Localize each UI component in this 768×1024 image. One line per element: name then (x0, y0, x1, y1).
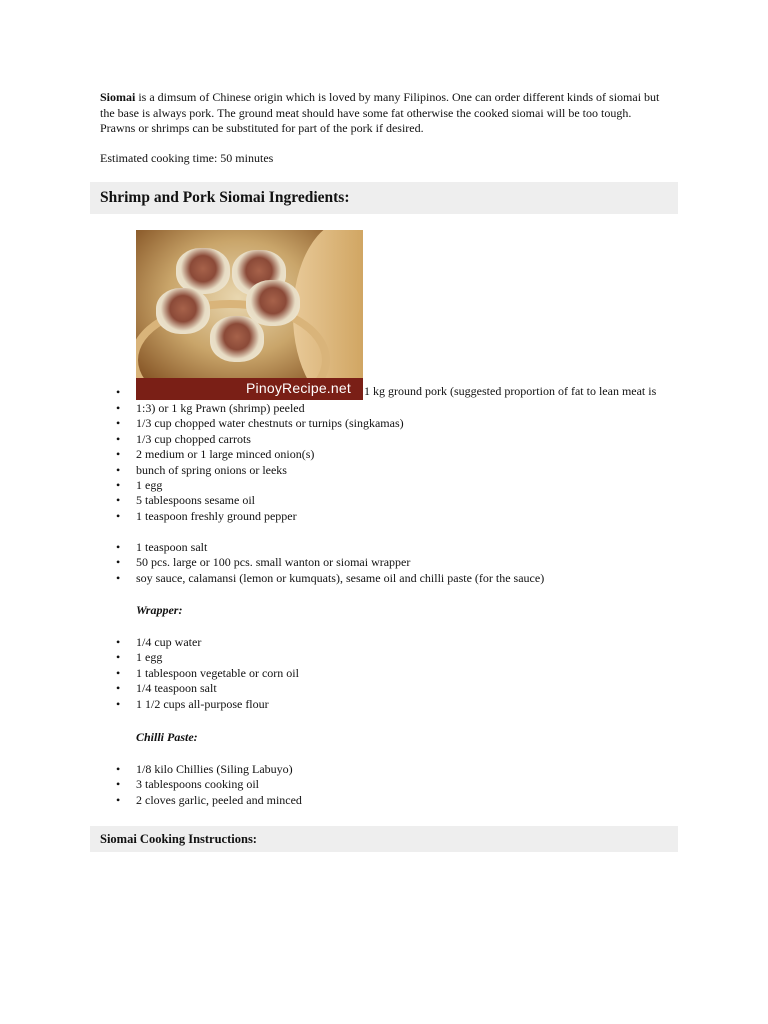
ingredients-list (116, 230, 676, 524)
list-item: • 2 cloves garlic, peeled and minced (116, 793, 676, 808)
list-item: • 5 tablespoons sesame oil (116, 493, 676, 508)
list-item: • bunch of spring onions or leeks (116, 463, 676, 478)
list-item: • 1/4 cup water (116, 635, 676, 650)
photo-watermark: • PinoyRecipe.net (246, 379, 351, 396)
first-item-cont: 1:3) or 1 kg Prawn (shrimp) peeled (136, 401, 305, 415)
ingredients-list-extra (116, 540, 676, 586)
instructions-heading-bar (90, 826, 678, 852)
list-item: • 3 tablespoons cooking oil (116, 777, 676, 792)
list-item: • 2 medium or 1 large minced onion(s) (116, 447, 676, 462)
wrapper-heading: Wrapper: (136, 603, 183, 617)
list-item: • 50 pcs. large or 100 pcs. small wanton or siomai wrapper (116, 555, 676, 570)
chilli-paste-heading: Chilli Paste: (136, 730, 198, 744)
dumpling (156, 288, 210, 334)
list-item: • soy sauce, calamansi (lemon or kumquats), sesame oil and chilli paste (for the sauce) (116, 571, 676, 586)
intro-text: is a dimsum of Chinese origin which is loved by many Filipinos. One can order different kinds of siomai but the base is always pork. The ground meat should have some fat otherwise the cooked siomai will be too tough. Prawns or shrimps can be substituted for part of the pork if desired. (100, 90, 660, 135)
ingredients-heading: Shrimp and Pork Siomai Ingredients: (100, 189, 350, 206)
intro-paragraph (100, 90, 668, 137)
list-item: • 1 1/2 cups all-purpose flour (116, 697, 676, 712)
list-item: • 1/8 kilo Chillies (Siling Labuyo) (116, 762, 676, 777)
dumpling (210, 316, 264, 362)
wrapper-list (116, 635, 676, 712)
intro-block (100, 90, 668, 166)
siomai-photo (136, 230, 363, 400)
list-item: • 1/3 cup chopped carrots (116, 432, 676, 447)
list-item (116, 230, 676, 401)
list-item: • 1 tablespoon vegetable or corn oil (116, 666, 676, 681)
intro-bold-word: Siomai (100, 90, 136, 104)
cooking-time: Estimated cooking time: 50 minutes (100, 150, 274, 165)
list-item: • 1 teaspoon salt (116, 540, 676, 555)
list-item: • 1 teaspoon freshly ground pepper (116, 509, 676, 524)
list-item-continuation (116, 401, 676, 416)
first-item-text: 1 kg ground pork (suggested proportion of fat to lean meat is (364, 384, 657, 398)
chilli-paste-list (116, 762, 676, 808)
list-item: • 1/3 cup chopped water chestnuts or turnips (singkamas) (116, 416, 676, 431)
list-item: • 1/4 teaspoon salt (116, 681, 676, 696)
ingredients-heading-bar (90, 182, 678, 214)
instructions-heading: Siomai Cooking Instructions: (100, 832, 257, 846)
list-item: • 1 egg (116, 650, 676, 665)
list-item: • 1 egg (116, 478, 676, 493)
